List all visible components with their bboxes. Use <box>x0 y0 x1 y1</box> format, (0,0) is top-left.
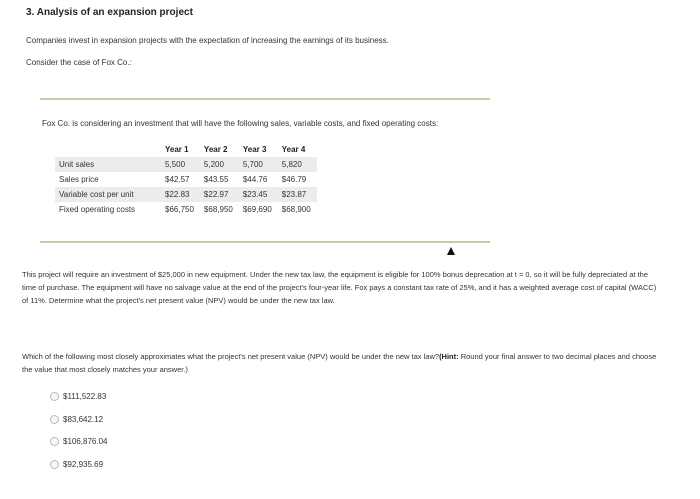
answer-option-1[interactable] <box>50 392 106 401</box>
table-header-row <box>55 142 317 157</box>
table-cell: 5,700 <box>239 157 278 172</box>
table-header-cell: Year 4 <box>281 145 306 154</box>
table-cell: $66,750 <box>165 205 194 214</box>
table-cell: 5,500 <box>161 157 200 172</box>
question-body: Which of the following most closely approximates what the project's net present value (NPV) would be under the new tax law? <box>22 352 440 361</box>
table-cell: 5,820 <box>278 157 317 172</box>
intro-text: Companies invest in expansion projects with the expectation of increasing the earnings of its business. <box>26 36 389 45</box>
option-label: $83,642.12 <box>63 415 104 424</box>
option-label: $92,935.69 <box>63 460 104 469</box>
cost-table <box>55 142 317 217</box>
divider-top <box>40 98 490 100</box>
hint-text: Round your final answer to two decimal places and choose the value that most closely matches your answer.) <box>22 352 657 374</box>
hint-label: (Hint: <box>439 352 459 361</box>
question-text <box>22 350 662 376</box>
problem-paragraph: This project will require an investment of $25,000 in new equipment. Under the new tax law, the equipment is eligible for 100% bonus deprecation at t = 0, so it will be fully depreciated at the time of purchase. The equipment will have no salvage value at the end of the project's four-year life. Fox pays a constant tax rate of 25%, and it has a weighted average cost of capital (WACC) of 11%. Determine what the project's net present value (NPV) would be under the new tax law. <box>22 270 657 305</box>
table-cell: $23.87 <box>278 187 317 202</box>
page-title: 3. Analysis of an expansion project <box>26 7 193 18</box>
table-cell: $43.55 <box>203 175 229 184</box>
answer-option-4[interactable] <box>50 460 103 469</box>
table-cell: $68,950 <box>203 205 233 214</box>
table-row <box>55 172 317 187</box>
table-intro-text: Fox Co. is considering an investment that will have the following sales, variable costs, and fixed operating costs: <box>42 119 439 128</box>
radio-button-icon[interactable] <box>50 392 59 401</box>
radio-button-icon[interactable] <box>50 415 59 424</box>
answer-option-2[interactable] <box>50 415 103 424</box>
table-cell: $44.76 <box>242 175 268 184</box>
option-label: $111,522.83 <box>63 392 107 401</box>
table-cell: $42.57 <box>165 175 190 184</box>
table-cell: $22.83 <box>161 187 200 202</box>
option-label: $106,876.04 <box>63 437 108 446</box>
table-header-cell: Year 2 <box>203 145 228 154</box>
row-label: Fixed operating costs <box>59 205 136 214</box>
answer-option-3[interactable] <box>50 437 108 446</box>
row-label: Unit sales <box>55 157 161 172</box>
radio-button-icon[interactable] <box>50 437 59 446</box>
table-cell: 5,200 <box>200 157 239 172</box>
table-cell: $22.97 <box>200 187 239 202</box>
table-row <box>55 187 317 202</box>
row-label: Variable cost per unit <box>55 187 161 202</box>
case-text: Consider the case of Fox Co.: <box>26 58 132 67</box>
table-cell: $68,900 <box>281 205 311 214</box>
table-cell: $69,690 <box>242 205 272 214</box>
table-row <box>55 202 317 217</box>
table-cell: $46.79 <box>281 175 307 184</box>
divider-bottom <box>40 241 490 243</box>
mouse-cursor-icon <box>447 247 455 255</box>
table-header-cell: Year 3 <box>242 145 267 154</box>
table-header-cell: Year 1 <box>165 145 189 154</box>
table-header-blank <box>55 142 161 157</box>
row-label: Sales price <box>59 175 99 184</box>
radio-button-icon[interactable] <box>50 460 59 469</box>
table-cell: $23.45 <box>239 187 278 202</box>
table-row <box>55 157 317 172</box>
